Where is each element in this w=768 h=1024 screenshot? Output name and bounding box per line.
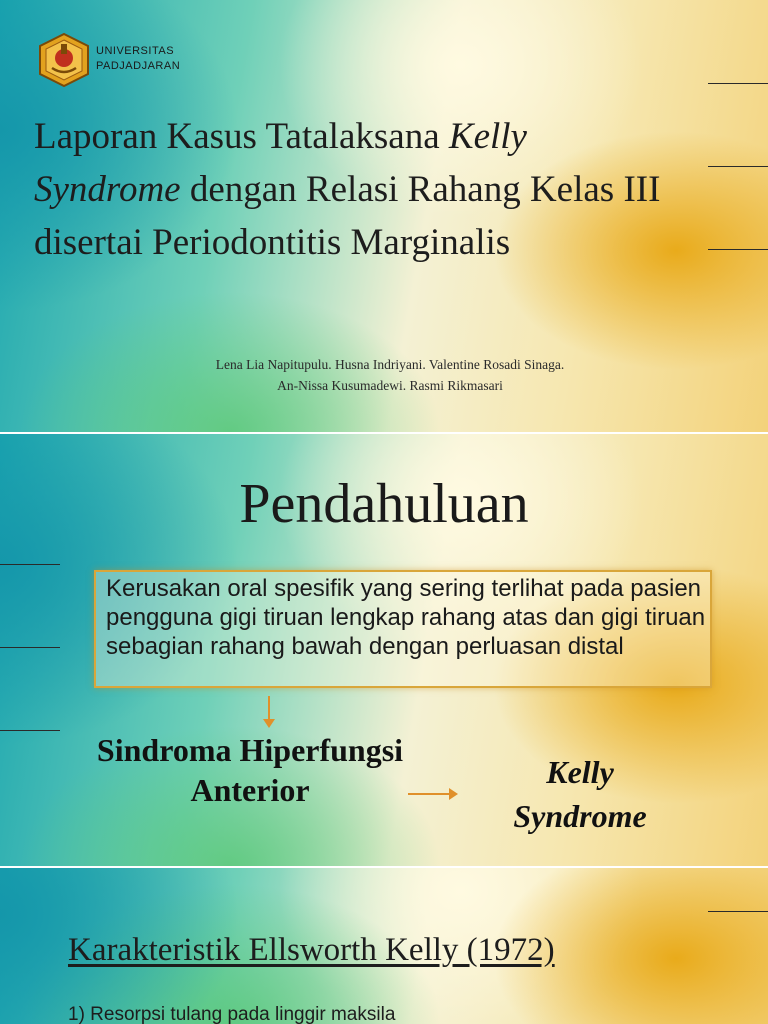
university-line-2: PADJADJARAN — [96, 60, 181, 72]
divider-line — [0, 564, 60, 565]
slide-heading: Pendahuluan — [239, 473, 529, 535]
title-italic-kelly-syndrome: Kelly Syndrome — [34, 116, 527, 210]
authors-line-1: Lena Lia Napitupulu. Husna Indriyani. Valentine Rosadi Sinaga. — [215, 357, 565, 372]
divider-line — [708, 249, 768, 250]
divider-line — [708, 83, 768, 84]
term-kelly-syndrome: Kelly Syndrome — [513, 754, 647, 834]
arrow-down-icon — [268, 696, 270, 726]
divider-line — [0, 647, 60, 648]
arrow-right-icon — [408, 793, 454, 795]
slide-karakteristik — [0, 868, 768, 1024]
list-item: 1) Resorpsi tulang pada linggir maksila — [68, 1004, 396, 1024]
title-part-1: Laporan Kasus Tatalaksana — [34, 116, 449, 157]
slide-pendahuluan — [0, 434, 768, 866]
university-seal-icon — [36, 32, 92, 88]
definition-box — [94, 570, 712, 688]
authors-line-2: An-Nissa Kusumadewi. Rasmi Rikmasari — [277, 378, 503, 393]
slide-title-text — [34, 110, 674, 269]
university-line-1: UNIVERSITAS — [96, 45, 175, 57]
authors — [100, 354, 680, 396]
definition-text: Kerusakan oral spesifik yang sering terlihat pada pasien pengguna gigi tiruan lengkap rahang atas dan gigi tiruan sebagian rahang bawah dengan perluasan distal — [106, 575, 706, 660]
title-part-2: dengan Relasi Rahang Kelas III disertai Periodontitis Marginalis — [34, 169, 661, 263]
term-sindroma: Sindroma Hiperfungsi Anterior — [96, 732, 404, 808]
slide-heading: Karakteristik Ellsworth Kelly (1972) — [68, 932, 555, 968]
slide-title — [0, 0, 768, 432]
divider-line — [708, 911, 768, 912]
university-name — [96, 44, 180, 74]
divider-line — [708, 166, 768, 167]
